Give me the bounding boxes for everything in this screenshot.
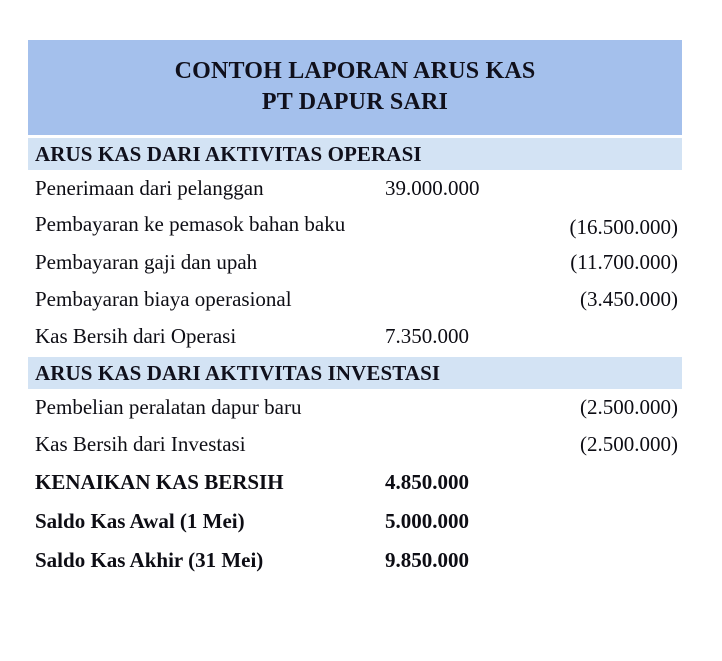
section-header-operasi-label: ARUS KAS DARI AKTIVITAS OPERASI xyxy=(35,142,422,166)
table-row xyxy=(28,502,682,541)
row-label: Kas Bersih dari Investasi xyxy=(35,432,246,456)
row-label: Saldo Kas Akhir (31 Mei) xyxy=(35,548,264,572)
row-value-primary: 9.850.000 xyxy=(385,548,469,572)
section-header-investasi-label: ARUS KAS DARI AKTIVITAS INVESTASI xyxy=(35,361,441,385)
row-value-primary: 7.350.000 xyxy=(385,324,469,348)
table-row xyxy=(28,170,682,207)
table-row xyxy=(28,426,682,463)
row-value-secondary: (2.500.000) xyxy=(580,432,678,456)
row-label: Pembelian peralatan dapur baru xyxy=(35,395,302,419)
row-label: Pembayaran biaya operasional xyxy=(35,287,292,311)
table-row xyxy=(28,541,682,580)
section-header-investasi xyxy=(28,357,682,389)
cash-flow-statement xyxy=(28,40,682,580)
statement-title-line-2: PT DAPUR SARI xyxy=(261,89,449,115)
table-row xyxy=(28,318,682,355)
table-row xyxy=(28,244,682,281)
row-value-primary: 5.000.000 xyxy=(385,509,469,533)
row-value-primary: 4.850.000 xyxy=(385,470,469,494)
table-row xyxy=(28,281,682,318)
row-value-secondary: (2.500.000) xyxy=(580,395,678,419)
row-label: KENAIKAN KAS BERSIH xyxy=(35,470,284,494)
row-value-primary: 39.000.000 xyxy=(385,176,480,200)
row-label: Penerimaan dari pelanggan xyxy=(35,176,264,200)
table-row xyxy=(28,207,682,244)
table-row xyxy=(28,389,682,426)
statement-title-band xyxy=(28,40,682,135)
row-label: Pembayaran ke pemasok bahan baku xyxy=(35,212,346,236)
section-header-operasi xyxy=(28,138,682,170)
row-label: Saldo Kas Awal (1 Mei) xyxy=(35,509,245,533)
section-rows-operasi xyxy=(28,170,682,355)
row-value-secondary: (16.500.000) xyxy=(569,215,678,239)
table-row xyxy=(28,463,682,502)
row-value-secondary: (3.450.000) xyxy=(580,287,678,311)
row-value-secondary: (11.700.000) xyxy=(570,250,678,274)
row-label: Pembayaran gaji dan upah xyxy=(35,250,258,274)
summary-rows xyxy=(28,463,682,580)
row-label: Kas Bersih dari Operasi xyxy=(35,324,237,348)
section-rows-investasi xyxy=(28,389,682,463)
statement-title-line-1: CONTOH LAPORAN ARUS KAS xyxy=(174,58,536,84)
